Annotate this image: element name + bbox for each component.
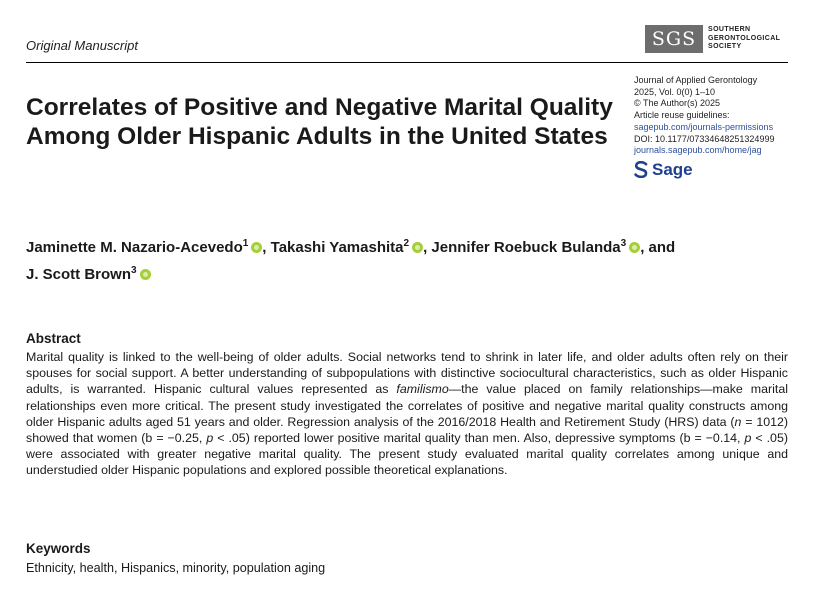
society-logo <box>645 24 798 54</box>
permissions-link[interactable]: sagepub.com/journals-permissions <box>634 121 774 132</box>
society-name <box>708 26 798 52</box>
society-name-line: SOCIETY <box>708 43 742 51</box>
author-affiliation: 2 <box>403 238 410 249</box>
copyright-notice: © The Author(s) 2025 <box>634 98 721 109</box>
abstract-text: Marital quality is linked to the well-being of older adults. Social networks tend to shrink in later life, and older adults often rely on their spouses for social support. A better understanding of subpopulations with distinctive sociocultural characteristics, such as older Hispanic adults, is warranted. Hispanic cultural values represented as familismo—the value placed on family relationships—make marital relationships even more critical. The present study investigated the correlates of positive and negative marital quality constructs among older Hispanic adults aged 51 years and older. Regression analysis of the 2016/2018 Health and Retirement Study (HRS) data (n = 1012) showed that women (b = −0.25, p < .05) reported lower positive marital quality than men. Also, depressive symptoms (b = −0.14, p < .05) were associated with greater negative marital quality. The present study evaluated marital quality correlates among unique and understudied older Hispanic populations and explored possible theoretical explanations. <box>26 350 789 478</box>
sgs-logo-mark: SGS <box>645 25 703 53</box>
author-list <box>26 232 796 286</box>
orcid-icon[interactable] <box>251 242 262 253</box>
sage-s-icon <box>634 161 648 178</box>
keywords-heading: Keywords <box>26 541 91 556</box>
header-divider <box>26 62 788 63</box>
publisher-logo <box>634 160 804 179</box>
journal-homepage-link[interactable]: journals.sagepub.com/home/jag <box>634 145 762 156</box>
orcid-icon[interactable] <box>629 242 640 253</box>
doi: DOI: 10.1177/07334648251324999 <box>634 133 775 144</box>
author-separator: , <box>423 239 432 256</box>
journal-name: Journal of Applied Gerontology <box>634 75 758 85</box>
author-name: Jennifer Roebuck Bulanda <box>431 239 621 256</box>
journal-issue: 2025, Vol. 0(0) 1–10 <box>634 86 716 97</box>
author-name: Jaminette M. Nazario-Acevedo <box>26 239 243 256</box>
author-separator: , and <box>640 239 676 256</box>
reuse-guidelines-label: Article reuse guidelines: <box>634 110 730 121</box>
author-affiliation: 1 <box>242 238 249 249</box>
author <box>271 239 423 256</box>
manuscript-type-label: Original Manuscript <box>26 38 138 53</box>
orcid-icon[interactable] <box>140 269 151 280</box>
abstract-heading: Abstract <box>26 331 81 346</box>
keywords-list: Ethnicity, health, Hispanics, minority, population aging <box>26 561 326 575</box>
author <box>26 239 262 256</box>
society-name-line: SOUTHERN <box>708 26 751 34</box>
author-affiliation: 3 <box>131 265 137 276</box>
author-separator: , <box>262 239 271 256</box>
society-name-line: GERONTOLOGICAL <box>708 34 781 42</box>
orcid-icon[interactable] <box>412 242 423 253</box>
sage-wordmark: Sage <box>652 159 693 179</box>
author-affiliation: 3 <box>620 238 627 249</box>
author <box>431 239 640 256</box>
emphasis-term: familismo <box>396 382 449 397</box>
author-name: Takashi Yamashita <box>270 239 404 256</box>
journal-info <box>634 75 804 179</box>
article-title: Correlates of Positive and Negative Marital Quality Among Older Hispanic Adults in the United States <box>26 94 613 150</box>
author <box>26 266 151 283</box>
author-name: J. Scott Brown <box>26 266 132 283</box>
